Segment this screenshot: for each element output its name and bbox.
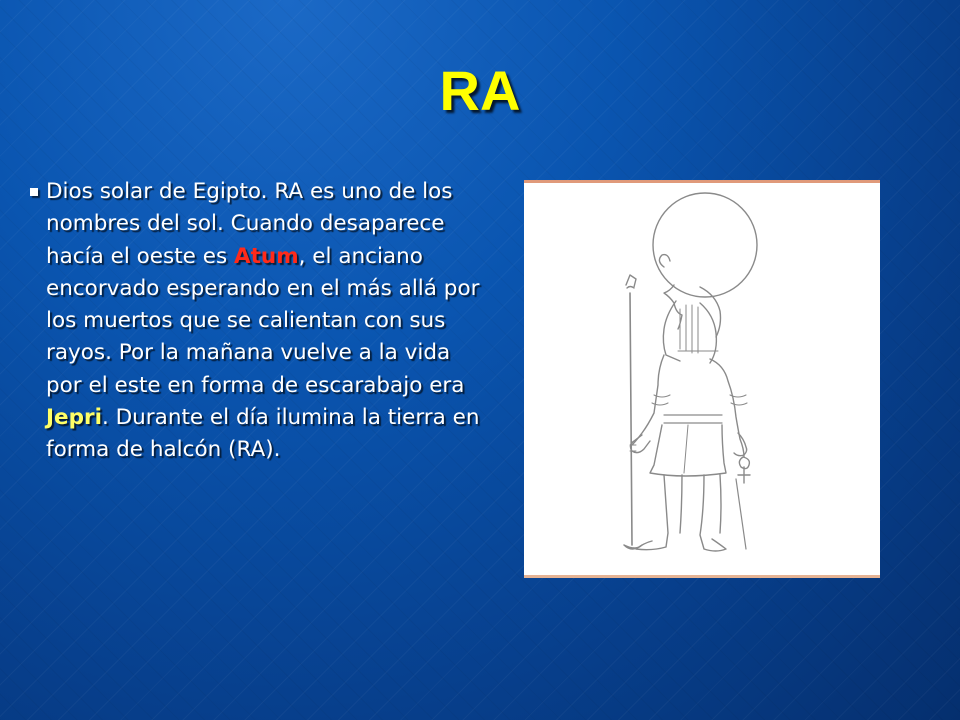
bullet-text-part-1: Dios solar de Egipto. RA es uno de los nombres del sol. Cuando desaparece hacía el oeste es	[46, 179, 453, 269]
bullet-square-icon	[30, 188, 38, 196]
highlight-atum: Atum	[233, 243, 299, 269]
bullet-text	[46, 176, 480, 467]
highlight-jepri: Jepri	[46, 405, 102, 431]
slide-title: RA	[439, 59, 521, 122]
bullet-item	[30, 176, 480, 467]
ra-figure-image	[524, 180, 880, 578]
bullet-text-part-2: , el anciano encorvado esperando en el más allá por los muertos que se calientan con sus rayos. Por la mañana vuelve a la vida por el este en forma de escarabajo era	[46, 243, 480, 398]
ra-falcon-god-drawing-icon	[524, 183, 880, 575]
bullet-text-part-3: . Durante el día ilumina la tierra en forma de halcón (RA).	[46, 405, 480, 463]
